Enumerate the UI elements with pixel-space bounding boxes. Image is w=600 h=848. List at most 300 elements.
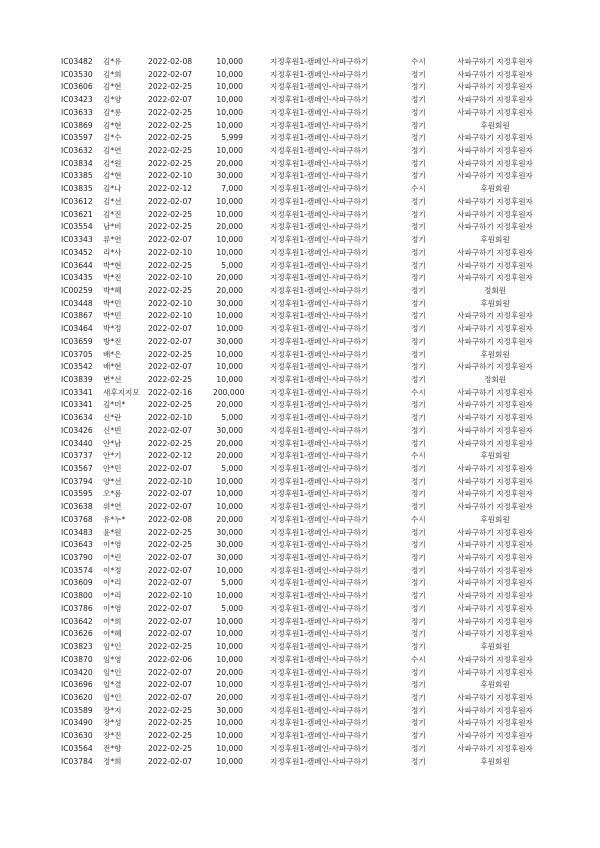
donor-name: 임*인 (103, 692, 122, 702)
donor-name: 김*현 (103, 82, 122, 92)
table-row (0, 654, 600, 667)
campaign-name: 지정후원1-캠페인-사파구하기 (270, 260, 369, 270)
donation-type: 정기 (411, 400, 426, 410)
donation-amount: 10,000 (216, 209, 243, 219)
donation-date: 2022-02-07 (148, 464, 193, 473)
donation-date: 2022-02-16 (148, 387, 193, 397)
donation-type: 정기 (411, 705, 426, 715)
donation-amount: 20,000 (216, 438, 243, 448)
donation-type: 정기 (411, 260, 426, 270)
donor-category: 사파구하기 지정후원자 (457, 438, 533, 448)
campaign-name: 지정후원1-캠페인-사파구하기 (270, 69, 369, 79)
donation-type: 정기 (411, 133, 426, 143)
donor-id: IC03542 (61, 362, 93, 372)
donor-name: 위*연 (103, 502, 122, 512)
donation-type: 정기 (411, 629, 426, 639)
donor-id: IC03482 (61, 57, 93, 66)
donation-type: 정기 (411, 324, 426, 334)
donation-amount: 10,000 (216, 349, 243, 359)
campaign-name: 지정후원1-캠페인-사파구하기 (270, 158, 369, 168)
campaign-name: 지정후원1-캠페인-사파구하기 (270, 451, 369, 461)
donor-name: 변*선 (103, 374, 122, 384)
donor-id: IC03435 (61, 273, 93, 283)
campaign-name: 지정후원1-캠페인-사파구하기 (270, 642, 369, 652)
table-row (0, 298, 600, 311)
donation-date: 2022-02-07 (148, 196, 193, 206)
donor-category: 사파구하기 지정후원자 (457, 82, 533, 92)
table-row (0, 247, 600, 260)
donor-name: 방*진 (103, 336, 122, 346)
donation-type: 정기 (411, 158, 426, 168)
donation-type: 수시 (411, 184, 426, 194)
donation-amount: 5,000 (221, 260, 243, 270)
campaign-name: 지정후원1-캠페인-사파구하기 (270, 311, 369, 321)
donor-category: 후원회원 (480, 120, 510, 130)
donation-amount: 7,000 (221, 184, 243, 194)
donor-id: IC03464 (61, 324, 93, 334)
donor-category: 사파구하기 지정후원자 (457, 57, 533, 66)
table-row (0, 450, 600, 463)
donor-category: 사파구하기 지정후원자 (457, 692, 533, 702)
donor-id: IC03595 (61, 489, 93, 499)
campaign-name: 지정후원1-캠페인-사파구하기 (270, 209, 369, 219)
table-row (0, 603, 600, 616)
donor-name: 이*정 (103, 565, 122, 575)
campaign-name: 지정후원1-캠페인-사파구하기 (270, 718, 369, 728)
table-row (0, 692, 600, 705)
donation-date: 2022-02-07 (148, 69, 193, 79)
donor-category: 사파구하기 지정후원자 (457, 247, 533, 257)
donor-name: 김*수 (103, 133, 122, 143)
donation-amount: 10,000 (216, 95, 243, 105)
donation-amount: 10,000 (216, 374, 243, 384)
donation-type: 정기 (411, 642, 426, 652)
donor-name: 안*민 (103, 464, 122, 473)
table-row (0, 285, 600, 298)
donation-date: 2022-02-07 (148, 680, 193, 690)
donor-id: IC03659 (61, 336, 93, 346)
donation-type: 정기 (411, 743, 426, 753)
table-row (0, 349, 600, 362)
donation-amount: 30,000 (216, 336, 243, 346)
donor-category: 사파구하기 지정후원자 (457, 565, 533, 575)
campaign-name: 지정후원1-캠페인-사파구하기 (270, 400, 369, 410)
donor-name: 장*진 (103, 731, 122, 741)
campaign-name: 지정후원1-캠페인-사파구하기 (270, 476, 369, 486)
donation-type: 정기 (411, 374, 426, 384)
table-row (0, 641, 600, 654)
donation-date: 2022-02-25 (148, 642, 193, 652)
campaign-name: 지정후원1-캠페인-사파구하기 (270, 616, 369, 626)
campaign-name: 지정후원1-캠페인-사파구하기 (270, 553, 369, 563)
donor-id: IC03426 (61, 425, 93, 435)
donor-name: 김*롱 (103, 107, 122, 117)
donor-id: IC03341 (61, 400, 93, 410)
table-row (0, 705, 600, 718)
table-row (0, 94, 600, 107)
donation-amount: 10,000 (216, 362, 243, 372)
donor-id: IC03696 (61, 680, 93, 690)
donation-amount: 20,000 (216, 400, 243, 410)
donation-date: 2022-02-07 (148, 692, 193, 702)
donor-name: 김*양 (103, 95, 122, 105)
donor-category: 사파구하기 지정후원자 (457, 667, 533, 677)
campaign-name: 지정후원1-캠페인-사파구하기 (270, 222, 369, 232)
donor-category: 사파구하기 지정후원자 (457, 502, 533, 512)
campaign-name: 지정후원1-캠페인-사파구하기 (270, 107, 369, 117)
table-row (0, 539, 600, 552)
donation-date: 2022-02-07 (148, 235, 193, 245)
donation-amount: 10,000 (216, 82, 243, 92)
donation-date: 2022-02-25 (148, 260, 193, 270)
donor-category: 후원회원 (480, 298, 510, 308)
donation-type: 정기 (411, 413, 426, 423)
donation-date: 2022-02-25 (148, 438, 193, 448)
donation-type: 정기 (411, 756, 426, 766)
donation-amount: 30,000 (216, 425, 243, 435)
table-row (0, 221, 600, 234)
campaign-name: 지정후원1-캠페인-사파구하기 (270, 578, 369, 588)
table-row (0, 56, 600, 69)
donation-date: 2022-02-07 (148, 324, 193, 334)
donation-type: 정기 (411, 692, 426, 702)
table-row (0, 514, 600, 527)
donor-id: IC03448 (61, 298, 93, 308)
donor-id: IC03869 (61, 120, 93, 130)
donor-id: IC03589 (61, 705, 93, 715)
donor-category: 후원회원 (480, 680, 510, 690)
donation-date: 2022-02-25 (148, 349, 193, 359)
donor-category: 사파구하기 지정후원자 (457, 324, 533, 334)
table-row (0, 667, 600, 680)
donation-date: 2022-02-25 (148, 209, 193, 219)
campaign-name: 지정후원1-캠페인-사파구하기 (270, 82, 369, 92)
donation-amount: 20,000 (216, 273, 243, 283)
donation-amount: 10,000 (216, 565, 243, 575)
campaign-name: 지정후원1-캠페인-사파구하기 (270, 464, 369, 473)
donor-name: 이*희 (103, 616, 122, 626)
donor-name: 김*현 (103, 120, 122, 130)
donation-type: 정기 (411, 718, 426, 728)
donation-amount: 10,000 (216, 591, 243, 601)
table-row (0, 107, 600, 120)
donor-name: 류*연 (103, 235, 122, 245)
donor-category: 정회원 (483, 374, 506, 384)
donation-date: 2022-02-25 (148, 133, 193, 143)
donor-id: IC03638 (61, 502, 93, 512)
donation-type: 수시 (411, 387, 426, 397)
donation-type: 정기 (411, 298, 426, 308)
donor-category: 사파구하기 지정후원자 (457, 629, 533, 639)
donation-type: 정기 (411, 69, 426, 79)
donation-type: 정기 (411, 362, 426, 372)
donor-id: IC03867 (61, 311, 93, 321)
donor-id: IC03530 (61, 69, 93, 79)
donor-category: 사파구하기 지정후원자 (457, 69, 533, 79)
campaign-name: 지정후원1-캠페인-사파구하기 (270, 247, 369, 257)
donor-id: IC03768 (61, 514, 93, 524)
donation-date: 2022-02-07 (148, 578, 193, 588)
campaign-name: 지정후원1-캠페인-사파구하기 (270, 184, 369, 194)
donation-amount: 20,000 (216, 285, 243, 295)
donation-date: 2022-02-25 (148, 82, 193, 92)
donor-id: IC03483 (61, 527, 93, 537)
donation-type: 정기 (411, 235, 426, 245)
donor-category: 사파구하기 지정후원자 (457, 540, 533, 550)
donor-name: 박*민 (103, 311, 122, 321)
table-row (0, 527, 600, 540)
table-row (0, 361, 600, 374)
donation-amount: 10,000 (216, 146, 243, 156)
donation-date: 2022-02-07 (148, 603, 193, 613)
donation-date: 2022-02-07 (148, 756, 193, 766)
donation-type: 수시 (411, 514, 426, 524)
donation-type: 정기 (411, 540, 426, 550)
donor-name: 김*현 (103, 171, 122, 181)
donor-id: IC03870 (61, 654, 93, 664)
campaign-name: 지정후원1-캠페인-사파구하기 (270, 756, 369, 766)
table-row (0, 183, 600, 196)
donation-type: 정기 (411, 680, 426, 690)
donation-date: 2022-02-08 (148, 57, 193, 66)
donation-amount: 10,000 (216, 502, 243, 512)
donor-category: 사파구하기 지정후원자 (457, 133, 533, 143)
table-row (0, 374, 600, 387)
donation-amount: 20,000 (216, 514, 243, 524)
donor-id: IC03823 (61, 642, 93, 652)
donation-type: 정기 (411, 171, 426, 181)
donor-id: IC03440 (61, 438, 93, 448)
table-row (0, 260, 600, 273)
donation-amount: 10,000 (216, 629, 243, 639)
donor-name: 오*롬 (103, 489, 122, 499)
table-row (0, 488, 600, 501)
donation-date: 2022-02-07 (148, 629, 193, 639)
donor-category: 후원회원 (480, 349, 510, 359)
table-row (0, 196, 600, 209)
donor-id: IC03567 (61, 464, 93, 473)
donor-name: 이*리 (103, 578, 122, 588)
donation-date: 2022-02-25 (148, 146, 193, 156)
table-row (0, 565, 600, 578)
donation-type: 수시 (411, 654, 426, 664)
donor-name: 박*정 (103, 324, 122, 334)
donor-id: IC03790 (61, 553, 93, 563)
donor-name: 배*현 (103, 362, 122, 372)
donation-amount: 10,000 (216, 57, 243, 66)
donation-type: 정기 (411, 349, 426, 359)
campaign-name: 지정후원1-캠페인-사파구하기 (270, 133, 369, 143)
table-row (0, 234, 600, 247)
donation-type: 정기 (411, 273, 426, 283)
donation-amount: 30,000 (216, 705, 243, 715)
donation-amount: 10,000 (216, 756, 243, 766)
donation-date: 2022-02-07 (148, 502, 193, 512)
donor-id: IC03423 (61, 95, 93, 105)
donation-amount: 10,000 (216, 196, 243, 206)
donor-name: 신*빈 (103, 425, 122, 435)
table-row (0, 336, 600, 349)
donor-id: IC03420 (61, 667, 93, 677)
campaign-name: 지정후원1-캠페인-사파구하기 (270, 285, 369, 295)
donation-amount: 10,000 (216, 489, 243, 499)
donation-amount: 10,000 (216, 247, 243, 257)
campaign-name: 지정후원1-캠페인-사파구하기 (270, 336, 369, 346)
donation-type: 정기 (411, 285, 426, 295)
donor-category: 사파구하기 지정후원자 (457, 527, 533, 537)
table-row (0, 132, 600, 145)
table-row (0, 679, 600, 692)
campaign-name: 지정후원1-캠페인-사파구하기 (270, 298, 369, 308)
donor-name: 박*민 (103, 298, 122, 308)
donation-amount: 10,000 (216, 642, 243, 652)
donation-type: 정기 (411, 107, 426, 117)
donation-amount: 30,000 (216, 527, 243, 537)
donation-amount: 200,000 (213, 387, 245, 397)
campaign-name: 지정후원1-캠페인-사파구하기 (270, 349, 369, 359)
table-row (0, 158, 600, 171)
donation-date: 2022-02-07 (148, 336, 193, 346)
donor-id: IC03786 (61, 603, 93, 613)
donor-name: 김*진 (103, 209, 122, 219)
table-row (0, 120, 600, 133)
donor-category: 사파구하기 지정후원자 (457, 591, 533, 601)
donation-amount: 30,000 (216, 171, 243, 181)
donation-date: 2022-02-12 (148, 184, 193, 194)
donor-name: 리*사 (103, 247, 122, 257)
campaign-name: 지정후원1-캠페인-사파구하기 (270, 362, 369, 372)
donor-name: 김*연 (103, 146, 122, 156)
donor-id: IC03620 (61, 692, 93, 702)
campaign-name: 지정후원1-캠페인-사파구하기 (270, 731, 369, 741)
donor-name: 유*누* (103, 514, 126, 524)
donor-name: 정*희 (103, 756, 122, 766)
donation-date: 2022-02-08 (148, 514, 193, 524)
campaign-name: 지정후원1-캠페인-사파구하기 (270, 425, 369, 435)
donor-name: 임*인 (103, 642, 122, 652)
donor-id: IC03633 (61, 107, 93, 117)
campaign-name: 지정후원1-캠페인-사파구하기 (270, 171, 369, 181)
donor-category: 사파구하기 지정후원자 (457, 171, 533, 181)
donor-category: 후원회원 (480, 235, 510, 245)
donor-category: 후원회원 (480, 184, 510, 194)
donation-amount: 10,000 (216, 680, 243, 690)
donation-amount: 10,000 (216, 107, 243, 117)
donation-date: 2022-02-25 (148, 374, 193, 384)
donor-category: 사파구하기 지정후원자 (457, 705, 533, 715)
donor-category: 후원회원 (480, 514, 510, 524)
donation-amount: 20,000 (216, 667, 243, 677)
table-row (0, 425, 600, 438)
donation-date: 2022-02-25 (148, 705, 193, 715)
campaign-name: 지정후원1-캠페인-사파구하기 (270, 413, 369, 423)
donation-amount: 20,000 (216, 692, 243, 702)
donor-name: 김*유 (103, 57, 122, 66)
donation-type: 정기 (411, 209, 426, 219)
donor-name: 안*남 (103, 438, 122, 448)
table-row (0, 323, 600, 336)
donation-date: 2022-02-25 (148, 120, 193, 130)
donation-type: 정기 (411, 591, 426, 601)
donor-name: 신*란 (103, 413, 122, 423)
donation-date: 2022-02-10 (148, 476, 193, 486)
table-row (0, 552, 600, 565)
donor-name: 안*기 (103, 451, 122, 461)
donor-name: 윤*원 (103, 527, 122, 537)
donation-type: 정기 (411, 196, 426, 206)
donor-id: IC03621 (61, 209, 93, 219)
donor-category: 후원회원 (480, 756, 510, 766)
donation-type: 정기 (411, 731, 426, 741)
donor-id: IC03452 (61, 247, 93, 257)
donation-date: 2022-02-10 (148, 413, 193, 423)
table-row (0, 69, 600, 82)
donation-date: 2022-02-07 (148, 616, 193, 626)
donor-category: 사파구하기 지정후원자 (457, 616, 533, 626)
table-row (0, 310, 600, 323)
campaign-name: 지정후원1-캠페인-사파구하기 (270, 273, 369, 283)
donor-name: 이*영 (103, 540, 122, 550)
donor-name: 새후지지모 (103, 387, 140, 397)
campaign-name: 지정후원1-캠페인-사파구하기 (270, 196, 369, 206)
donor-name: 남*비 (103, 222, 122, 232)
campaign-name: 지정후원1-캠페인-사파구하기 (270, 374, 369, 384)
donor-category: 사파구하기 지정후원자 (457, 158, 533, 168)
table-row (0, 628, 600, 641)
donation-date: 2022-02-25 (148, 285, 193, 295)
donor-category: 사파구하기 지정후원자 (457, 400, 533, 410)
donation-date: 2022-02-25 (148, 107, 193, 117)
campaign-name: 지정후원1-캠페인-사파구하기 (270, 489, 369, 499)
donation-date: 2022-02-10 (148, 298, 193, 308)
campaign-name: 지정후원1-캠페인-사파구하기 (270, 667, 369, 677)
donor-name: 김*희 (103, 69, 122, 79)
donation-type: 정기 (411, 489, 426, 499)
donor-name: 박*혜 (103, 285, 122, 295)
donor-name: 김*원 (103, 158, 122, 168)
donation-date: 2022-02-25 (148, 731, 193, 741)
donor-id: IC03705 (61, 349, 93, 359)
donation-type: 정기 (411, 336, 426, 346)
table-row (0, 756, 600, 769)
campaign-name: 지정후원1-캠페인-사파구하기 (270, 120, 369, 130)
donor-name: 임*결 (103, 680, 122, 690)
donation-type: 정기 (411, 438, 426, 448)
donation-amount: 10,000 (216, 235, 243, 245)
donor-id: IC03634 (61, 413, 93, 423)
donor-name: 이*영 (103, 603, 122, 613)
donor-category: 사파구하기 지정후원자 (457, 95, 533, 105)
donor-category: 사파구하기 지정후원자 (457, 425, 533, 435)
donation-date: 2022-02-07 (148, 362, 193, 372)
campaign-name: 지정후원1-캠페인-사파구하기 (270, 514, 369, 524)
donor-name: 박*진 (103, 273, 122, 283)
donation-date: 2022-02-12 (148, 451, 193, 461)
donor-name: 이*린 (103, 553, 122, 563)
campaign-name: 지정후원1-캠페인-사파구하기 (270, 692, 369, 702)
donation-date: 2022-02-25 (148, 743, 193, 753)
donor-category: 사파구하기 지정후원자 (457, 222, 533, 232)
donation-amount: 5,000 (221, 578, 243, 588)
table-row (0, 170, 600, 183)
donor-id: IC03612 (61, 196, 93, 206)
donation-date: 2022-02-10 (148, 273, 193, 283)
table-row (0, 717, 600, 730)
donation-date: 2022-02-25 (148, 540, 193, 550)
donation-type: 정기 (411, 616, 426, 626)
donation-date: 2022-02-10 (148, 311, 193, 321)
donor-category: 사파구하기 지정후원자 (457, 464, 533, 473)
